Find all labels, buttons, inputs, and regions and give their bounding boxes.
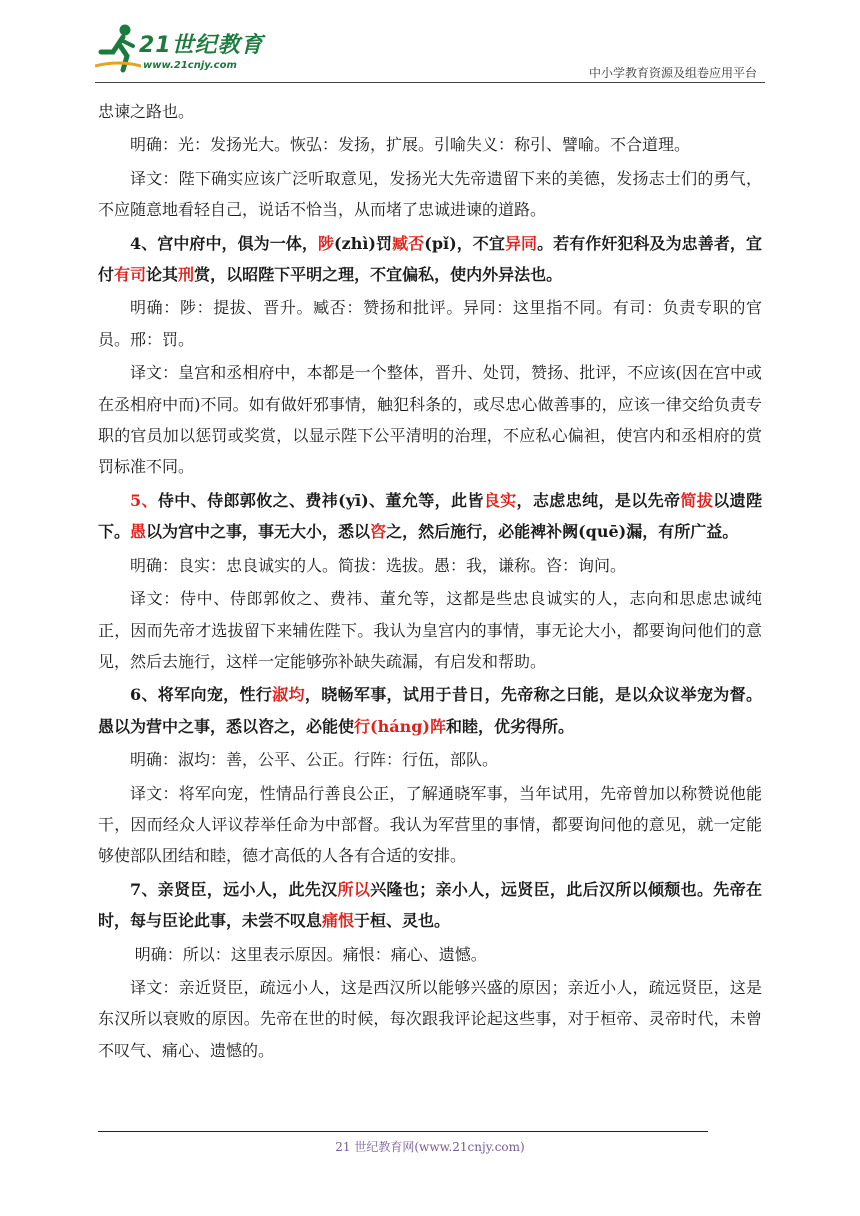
highlighted-term: 淑均 xyxy=(272,685,305,705)
paragraph xyxy=(98,228,762,291)
text-run: (pǐ)，不宜 xyxy=(424,233,505,253)
platform-tagline: 中小学教育资源及组卷应用平台 xyxy=(588,66,757,80)
text-run: 译文：将军向宠，性情品行善良公正，了解通晓军事，当年试用，先帝曾加以称赞说他能干，因而经众人评议荐举任命为中部督。我认为军营里的事情，都要询问他的意见，就一定能够使部队团结和睦，德才高低的人各有合适的安排。 xyxy=(98,783,762,866)
text-run: 明确：所以：这里表示原因。痛恨：痛心、遗憾。 xyxy=(134,944,487,964)
text-run: 于桓、灵也。 xyxy=(354,911,451,931)
highlighted-term: 5、 xyxy=(130,490,158,510)
paragraph xyxy=(98,679,762,742)
paragraph xyxy=(98,550,762,581)
text-run: 以为宫中之事，事无大小，悉以 xyxy=(146,522,371,542)
highlighted-term: 刑 xyxy=(178,265,195,285)
paragraph xyxy=(98,485,762,548)
text-run: 4、宫中府中，俱为一体， xyxy=(130,233,318,253)
text-run: 以遗陛下。 xyxy=(98,490,762,542)
site-logo[interactable] xyxy=(95,22,265,78)
footer-text[interactable]: 21 世纪教育网(www.21cnjy.com) xyxy=(335,1140,525,1154)
paragraph xyxy=(98,939,762,970)
highlighted-term: 良实 xyxy=(483,490,517,510)
text-run: 之，然后施行，必能裨补阙(quē)漏，有所广益。 xyxy=(386,522,739,542)
text-run: 忠谏之路也。 xyxy=(98,102,195,121)
logo-url: www.21cnjy.com xyxy=(143,60,237,71)
header-divider xyxy=(95,82,765,83)
document-body xyxy=(98,96,762,1066)
page-header xyxy=(95,22,765,82)
text-run: 论其 xyxy=(146,265,179,285)
text-run: ，志虑忠纯，是以先帝 xyxy=(516,490,681,510)
highlighted-term: 行(háng)阵 xyxy=(354,716,446,736)
highlighted-term: 愚 xyxy=(130,522,147,542)
text-run: 赏，以昭陛下平明之理，不宜偏私，使内外异法也。 xyxy=(194,265,563,285)
paragraph xyxy=(98,972,762,1066)
text-run: 译文：亲近贤臣，疏远小人，这是西汉所以能够兴盛的原因；亲近小人，疏远贤臣，这是东汉所以衰败的原因。先帝在世的时候，每次跟我评论起这些事，对于桓帝、灵帝时代，未曾不叹气、痛心、遗憾的。 xyxy=(98,977,762,1060)
highlighted-term: 异同 xyxy=(504,233,538,253)
paragraph xyxy=(98,292,762,355)
paragraph xyxy=(98,874,762,937)
text-run: ，晓畅军事，试用于昔日，先帝称之曰能，是以众议举宠为督。愚以为营中之事，悉以咨之，必能使 xyxy=(98,685,762,736)
text-run: 7、亲贤臣，远小人，此先汉 xyxy=(130,879,338,899)
footer-divider xyxy=(98,1131,708,1132)
logo-title: 21世纪教育 xyxy=(139,33,264,58)
paragraph xyxy=(98,357,762,483)
paragraph xyxy=(98,778,762,872)
paragraph xyxy=(98,163,762,226)
highlighted-term: 咨 xyxy=(370,522,387,542)
text-run: 明确：淑均：善，公平、公正。行阵：行伍，部队。 xyxy=(130,750,499,770)
text-run: 6、将军向宠，性行 xyxy=(130,685,273,705)
text-run: (zhì)罚 xyxy=(334,233,393,253)
paragraph xyxy=(98,129,762,160)
text-run: 译文：皇宫和丞相府中，本都是一个整体，晋升、处罚，赞扬、批评，不应该(因在宫中或在丞相府中而)不同。如有做奸邪事情，触犯科条的，或尽忠心做善事的，应该一律交给负责专职的官员加以惩罚或奖赏，以显示陛下公平清明的治理，不应私心偏袒，使宫内和丞相府的赏罚标准不同。 xyxy=(98,363,762,477)
highlighted-term: 臧否 xyxy=(392,233,425,253)
highlighted-term: 有司 xyxy=(114,265,147,285)
highlighted-term: 简拔 xyxy=(680,490,714,510)
text-run: 侍中、侍郎郭攸之、费祎(yī)、董允等，此皆 xyxy=(157,490,484,510)
text-run: 明确：光：发扬光大。恢弘：发扬，扩展。引喻失义：称引、譬喻。不合道理。 xyxy=(130,135,691,155)
text-run: 兴隆也；亲小人，远贤臣，此后汉所以倾颓也。先帝在时，每与臣论此事，未尝不叹息 xyxy=(98,879,762,931)
paragraph xyxy=(98,744,762,775)
text-run: 译文：陛下确实应该广泛听取意见，发扬光大先帝遗留下来的美德，发扬志士们的勇气，不应随意地看轻自己，说话不恰当，从而堵了忠诚进谏的道路。 xyxy=(98,168,762,220)
text-run: 明确：良实：忠良诚实的人。简拔：选拔。愚：我，谦称。咨：询问。 xyxy=(130,555,627,575)
text-run: 。若有作奸犯科及为忠善者，宜付 xyxy=(98,233,762,285)
text-run: 译文：侍中、侍郎郭攸之、费祎、董允等，这都是些忠良诚实的人，志向和思虑忠诚纯正，因而先帝才选拔留下来辅佐陛下。我认为皇宫内的事情，事无论大小，都要询问他们的意见，然后去施行，这样一定能够弥补缺失疏漏，有启发和帮助。 xyxy=(98,589,762,671)
text-run: 明确：陟：提拔、晋升。臧否：赞扬和批评。异同：这里指不同。有司：负责专职的官员。邢：罚。 xyxy=(98,298,762,349)
paragraph xyxy=(98,583,762,677)
paragraph xyxy=(98,96,762,127)
highlighted-term: 陟 xyxy=(317,233,335,253)
runner-icon xyxy=(95,22,141,76)
text-run: 和睦，优劣得所。 xyxy=(445,716,574,736)
highlighted-term: 所以 xyxy=(337,879,371,899)
highlighted-term: 痛恨 xyxy=(322,911,355,931)
